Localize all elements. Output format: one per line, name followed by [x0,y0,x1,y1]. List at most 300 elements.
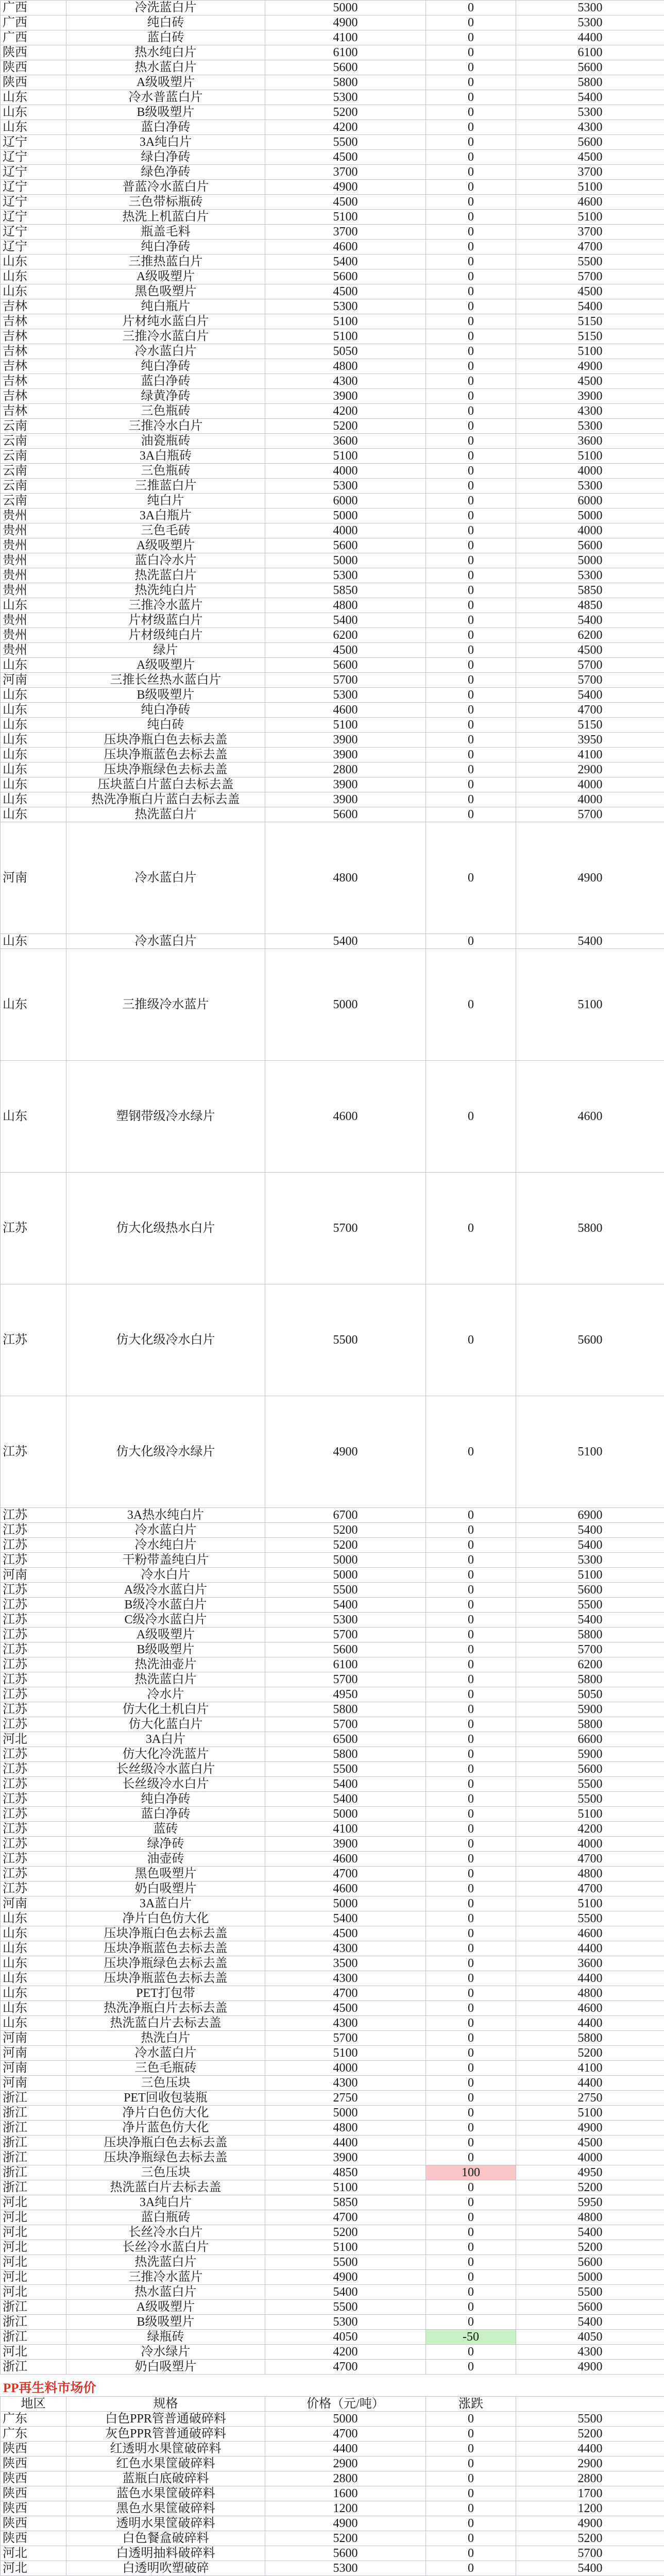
cell-price-high: 5800 [516,1173,664,1284]
table-row [1,449,664,464]
cell-spec: 片材纯水蓝白片 [66,314,265,329]
table-row [1,1792,664,1807]
cell-price-high: 3950 [516,733,664,748]
table-row [1,2210,664,2225]
cell-change: 0 [426,120,516,135]
cell-region: 江苏 [1,1717,66,1732]
cell-price: 5500 [265,2300,426,2315]
cell-change: 0 [426,75,516,90]
cell-spec: 普蓝冷水蓝白片 [66,180,265,195]
cell-spec: 热洗纯白片 [66,583,265,598]
cell-price-high: 5500 [516,1911,664,1926]
cell-price: 4700 [265,1867,426,1882]
cell-price: 4900 [265,15,426,30]
cell-price: 5700 [265,2031,426,2046]
cell-price-high: 4000 [516,2150,664,2165]
cell-spec: 塑钢带级冷水绿片 [66,1061,265,1173]
cell-price-high: 4600 [516,195,664,210]
cell-price: 4700 [265,2427,426,2442]
table-row [1,2561,664,2576]
cell-spec: 纯白净砖 [66,1792,265,1807]
cell-region: 江苏 [1,1642,66,1657]
cell-spec: 净片蓝色仿大化 [66,2121,265,2136]
table-row [1,1867,664,1882]
cell-change: 0 [426,1628,516,1642]
cell-price: 5300 [265,2561,426,2576]
cell-price-high: 5800 [516,1717,664,1732]
cell-change: 0 [426,1822,516,1837]
cell-price: 1200 [265,2501,426,2516]
cell-price-high: 5800 [516,1628,664,1642]
table-row [1,2180,664,2195]
cell-price: 4400 [265,2136,426,2150]
cell-region: 河北 [1,2546,66,2561]
cell-change: 0 [426,777,516,792]
cell-price: 5400 [265,1911,426,1926]
table-row [1,1553,664,1568]
cell-region: 山东 [1,703,66,718]
cell-change: 0 [426,1173,516,1284]
cell-change: 0 [426,299,516,314]
cell-price: 5600 [265,2546,426,2561]
cell-region: 辽宁 [1,135,66,150]
cell-change: 0 [426,2471,516,2486]
table-row [1,1837,664,1852]
cell-price-high: 4100 [516,2061,664,2076]
cell-price-high: 3600 [516,1956,664,1971]
table-row [1,1747,664,1762]
cell-price-high: 5100 [516,1807,664,1822]
table-row [1,538,664,553]
cell-change: 0 [426,2076,516,2091]
cell-price: 3900 [265,1837,426,1852]
table-row [1,464,664,479]
cell-spec: 长丝冷水蓝白片 [66,2240,265,2255]
cell-price: 5100 [265,449,426,464]
cell-price-high: 5950 [516,2195,664,2210]
table-row [1,359,664,374]
cell-region: 吉林 [1,314,66,329]
cell-change: 0 [426,2285,516,2300]
table-row [1,240,664,255]
cell-region: 江苏 [1,1523,66,1538]
table-row [1,2300,664,2315]
cell-price: 5700 [265,1717,426,1732]
cell-spec: 压块净瓶蓝色去标去盖 [66,1941,265,1956]
cell-change: 0 [426,2210,516,2225]
cell-region: 辽宁 [1,240,66,255]
cell-change: 0 [426,2300,516,2315]
cell-region: 云南 [1,449,66,464]
table-row [1,2285,664,2300]
table-row [1,2456,664,2471]
cell-price-high: 2900 [516,762,664,777]
cell-price-high: 5150 [516,329,664,344]
cell-change: 0 [426,2046,516,2061]
cell-price-high: 4700 [516,1882,664,1896]
table-row [1,195,664,210]
cell-region: 河北 [1,2240,66,2255]
cell-price: 4100 [265,30,426,45]
cell-change: 0 [426,225,516,240]
cell-spec: 纯白净砖 [66,703,265,718]
cell-spec: 三推冷水蓝白片 [66,329,265,344]
cell-region: 广西 [1,1,66,15]
cell-price-high: 5300 [516,479,664,494]
cell-price-high: 5400 [516,1613,664,1628]
cell-spec: 压块净瓶绿色去标去盖 [66,1956,265,1971]
cell-price-high: 5100 [516,344,664,359]
cell-spec: 仿大化土机白片 [66,1702,265,1717]
cell-spec: 仿大化级热水白片 [66,1173,265,1284]
cell-price-high: 5600 [516,1583,664,1598]
cell-spec: 瓶盖毛料 [66,225,265,240]
cell-price: 5700 [265,1628,426,1642]
cell-change: 0 [426,538,516,553]
table-row [1,2001,664,2016]
cell-region: 江苏 [1,1598,66,1613]
cell-change: 0 [426,2106,516,2121]
cell-change: 0 [426,688,516,703]
cell-price: 4850 [265,2165,426,2180]
table-row [1,777,664,792]
cell-region: 山东 [1,90,66,105]
cell-change: 0 [426,1598,516,1613]
cell-price: 5500 [265,135,426,150]
cell-region: 山东 [1,807,66,822]
cell-change: 0 [426,329,516,344]
cell-price: 5700 [265,673,426,688]
table-row [1,598,664,613]
cell-spec: 3A纯白片 [66,135,265,150]
cell-price: 5300 [265,1613,426,1628]
cell-price: 5000 [265,1553,426,1568]
cell-change: 0 [426,1867,516,1882]
cell-change: 0 [426,2456,516,2471]
table-row [1,2442,664,2456]
cell-price-high: 4000 [516,792,664,807]
cell-spec: A级吸塑片 [66,658,265,673]
cell-region: 河南 [1,1896,66,1911]
table-row [1,1508,664,1523]
cell-price: 5400 [265,255,426,269]
table-row [1,2531,664,2546]
cell-spec: A级吸塑片 [66,269,265,284]
table-row [1,2076,664,2091]
cell-region: 河北 [1,2270,66,2285]
cell-price-high: 4600 [516,1926,664,1941]
cell-region: 辽宁 [1,210,66,225]
cell-price: 5000 [265,509,426,523]
cell-price-high: 4500 [516,284,664,299]
table-row [1,1061,664,1173]
cell-price-high: 2900 [516,2456,664,2471]
cell-change: 0 [426,284,516,299]
cell-spec: 绿瓶砖 [66,2330,265,2345]
cell-region: 浙江 [1,2091,66,2106]
cell-price: 4300 [265,374,426,389]
table-row [1,949,664,1061]
cell-region: 陕西 [1,2531,66,2546]
cell-spec: 热洗蓝白片 [66,807,265,822]
table-row [1,2150,664,2165]
cell-region: 江苏 [1,1538,66,1553]
cell-region: 陕西 [1,45,66,60]
cell-price-high: 5100 [516,1396,664,1508]
cell-change: 0 [426,2561,516,2576]
cell-region: 云南 [1,479,66,494]
table-row [1,2486,664,2501]
cell-region: 河北 [1,2285,66,2300]
cell-price-high: 4800 [516,1986,664,2001]
cell-spec: 黑色水果筐破碎料 [66,2501,265,2516]
cell-spec: 3A白片 [66,1732,265,1747]
cell-spec: 热洗蓝白片 [66,2255,265,2270]
cell-spec: 三色瓶砖 [66,464,265,479]
table-row [1,329,664,344]
table-row [1,1173,664,1284]
cell-price: 5200 [265,1523,426,1538]
cell-price: 4900 [265,1396,426,1508]
cell-region: 云南 [1,494,66,509]
cell-price: 5300 [265,2315,426,2330]
cell-region: 山东 [1,777,66,792]
cell-spec: 蓝砖 [66,1822,265,1837]
cell-region: 陕西 [1,2471,66,2486]
cell-region: 陕西 [1,60,66,75]
cell-change: 0 [426,210,516,225]
cell-region: 山东 [1,949,66,1061]
cell-price: 5000 [265,1896,426,1911]
cell-price-high: 4500 [516,643,664,658]
cell-price: 5500 [265,1284,426,1396]
cell-price-high: 5500 [516,2412,664,2427]
cell-spec: 黑色吸塑片 [66,284,265,299]
table-row [1,299,664,314]
cell-change: 0 [426,2501,516,2516]
table-row [1,1852,664,1867]
cell-spec: 蓝白净砖 [66,120,265,135]
cell-price: 5100 [265,329,426,344]
cell-region: 山东 [1,1911,66,1926]
cell-price-high: 1700 [516,2486,664,2501]
table-row [1,374,664,389]
cell-region: 山东 [1,2001,66,2016]
cell-region: 江苏 [1,1762,66,1777]
cell-price-high: 4950 [516,2165,664,2180]
cell-change: 0 [426,553,516,568]
table-row [1,762,664,777]
cell-price-high: 5700 [516,1642,664,1657]
cell-price-high: 5850 [516,583,664,598]
cell-price: 5800 [265,75,426,90]
cell-price: 4300 [265,1941,426,1956]
cell-spec: 冷水蓝白片 [66,934,265,949]
table-row [1,1956,664,1971]
cell-price: 3900 [265,2150,426,2165]
cell-change: 0 [426,15,516,30]
cell-spec: 长丝级冷水蓝白片 [66,1762,265,1777]
cell-spec: 热洗油壶片 [66,1657,265,1672]
cell-change: 0 [426,2516,516,2531]
table-header-row [1,2397,664,2412]
cell-price: 5600 [265,269,426,284]
cell-spec: 三推冷水白片 [66,419,265,434]
cell-price-high: 1200 [516,2501,664,2516]
cell-price: 4900 [265,180,426,195]
cell-change: -50 [426,2330,516,2345]
cell-price: 4800 [265,359,426,374]
cell-price-high: 2750 [516,2091,664,2106]
cell-change: 0 [426,2442,516,2456]
cell-price: 4600 [265,1061,426,1173]
cell-region: 江苏 [1,1613,66,1628]
cell-change: 0 [426,195,516,210]
cell-region: 贵州 [1,643,66,658]
cell-spec: 冷水绿片 [66,2345,265,2360]
cell-region: 吉林 [1,299,66,314]
cell-change: 0 [426,344,516,359]
cell-price: 3600 [265,434,426,449]
cell-price: 4300 [265,2016,426,2031]
cell-price: 5100 [265,2046,426,2061]
cell-change: 0 [426,2360,516,2375]
cell-spec: PET打包带 [66,1986,265,2001]
cell-price-high: 5700 [516,658,664,673]
cell-spec: 压块净瓶白色去标去盖 [66,2136,265,2150]
cell-change: 0 [426,1642,516,1657]
cell-price: 4500 [265,195,426,210]
cell-change: 0 [426,1852,516,1867]
cell-price-high: 5500 [516,1777,664,1792]
cell-spec: 3A热水纯白片 [66,1508,265,1523]
table-row [1,1717,664,1732]
cell-change: 0 [426,2121,516,2136]
cell-price-high: 5400 [516,613,664,628]
cell-change: 0 [426,1672,516,1687]
cell-spec: 白透明抽料破碎料 [66,2546,265,2561]
table-row [1,2046,664,2061]
cell-price-high: 5200 [516,2046,664,2061]
table-row [1,1911,664,1926]
cell-price: 6700 [265,1508,426,1523]
cell-change: 0 [426,1284,516,1396]
cell-spec: 纯白砖 [66,718,265,733]
table-row [1,30,664,45]
cell-price-high: 5300 [516,105,664,120]
cell-price: 5300 [265,688,426,703]
cell-change: 0 [426,105,516,120]
cell-price: 4200 [265,120,426,135]
table-row [1,2360,664,2375]
cell-spec: 三推冷水蓝片 [66,2270,265,2285]
cell-price: 4500 [265,643,426,658]
cell-price: 4300 [265,1971,426,1986]
table-row [1,479,664,494]
cell-spec: 纯白净砖 [66,240,265,255]
cell-change: 0 [426,1747,516,1762]
cell-spec: 蓝瓶白底破碎料 [66,2471,265,2486]
cell-spec: 三色压块 [66,2165,265,2180]
cell-change: 0 [426,419,516,434]
cell-spec: 三色毛砖 [66,523,265,538]
cell-price-high: 4400 [516,1941,664,1956]
cell-spec: 热洗蓝白片去标去盖 [66,2180,265,2195]
cell-region: 河南 [1,1568,66,1583]
cell-price: 4000 [265,523,426,538]
cell-price-high: 4900 [516,2360,664,2375]
cell-spec: B级吸塑片 [66,688,265,703]
cell-price-high: 4300 [516,404,664,419]
cell-price-high: 4900 [516,359,664,374]
cell-region: 广东 [1,2412,66,2427]
cell-change: 0 [426,658,516,673]
cell-price: 4300 [265,2076,426,2091]
cell-price-high: 6200 [516,1657,664,1672]
cell-spec: 冷洗蓝白片 [66,1,265,15]
cell-region: 山东 [1,792,66,807]
cell-region: 江苏 [1,1583,66,1598]
cell-region: 河北 [1,2210,66,2225]
cell-spec: 纯白砖 [66,15,265,30]
section-title-pp: PP再生料市场价 [3,2381,96,2395]
cell-region: 山东 [1,1941,66,1956]
cell-price: 4800 [265,822,426,934]
cell-region: 浙江 [1,2136,66,2150]
cell-price: 5300 [265,479,426,494]
table-row [1,2546,664,2561]
table-row [1,733,664,748]
cell-price-high: 2800 [516,2471,664,2486]
cell-price: 6000 [265,494,426,509]
table-row [1,643,664,658]
cell-price: 5700 [265,1672,426,1687]
cell-price: 5000 [265,1568,426,1583]
cell-spec: 热洗蓝白片 [66,568,265,583]
table-row [1,1672,664,1687]
cell-price: 5500 [265,1583,426,1598]
cell-change: 0 [426,1396,516,1508]
cell-spec: 压块净瓶蓝色去标去盖 [66,748,265,762]
cell-price: 5200 [265,105,426,120]
cell-change: 0 [426,1732,516,1747]
cell-region: 辽宁 [1,225,66,240]
cell-price-high: 4000 [516,777,664,792]
cell-spec: C级冷水蓝白片 [66,1613,265,1628]
table-row [1,2427,664,2442]
cell-price: 4500 [265,1926,426,1941]
cell-region: 贵州 [1,613,66,628]
cell-region: 江苏 [1,1747,66,1762]
cell-region: 江苏 [1,1807,66,1822]
cell-spec: A级吸塑片 [66,538,265,553]
cell-price-high: 3600 [516,434,664,449]
cell-price: 3700 [265,225,426,240]
cell-price-high: 4000 [516,464,664,479]
cell-price: 4700 [265,2360,426,2375]
cell-change: 0 [426,748,516,762]
cell-change: 0 [426,1807,516,1822]
cell-price-high: 5100 [516,180,664,195]
cell-change: 0 [426,180,516,195]
cell-spec: 冷水白片 [66,1568,265,1583]
table-row [1,284,664,299]
cell-change: 0 [426,2345,516,2360]
table-row [1,120,664,135]
cell-region: 山东 [1,105,66,120]
cell-change: 0 [426,1941,516,1956]
cell-spec: 灰色PPR管普通破碎料 [66,2427,265,2442]
